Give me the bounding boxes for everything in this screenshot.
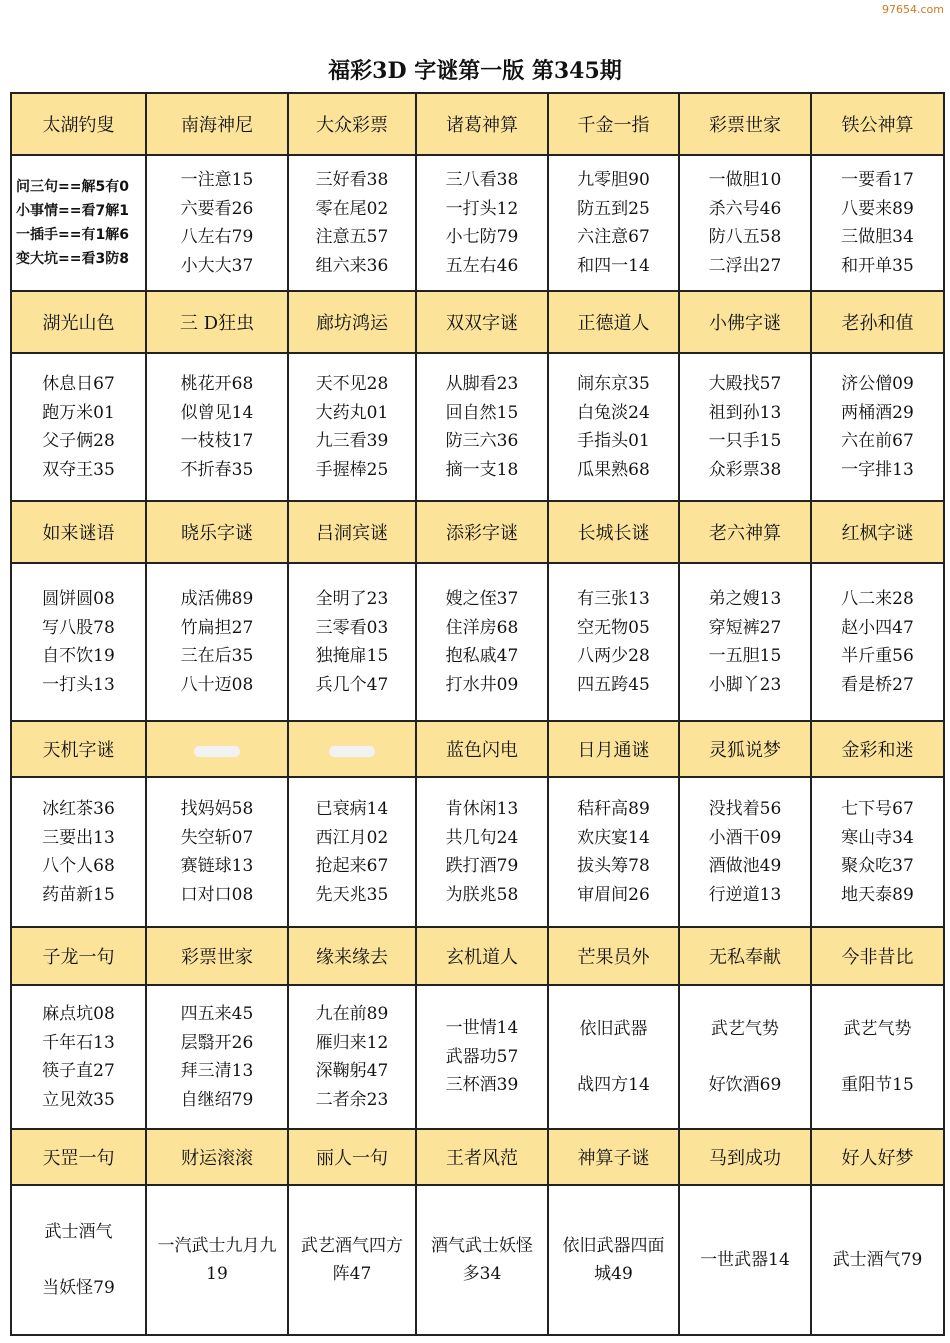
riddle-cell (11, 353, 146, 501)
riddle-line: 四五来45 (180, 1004, 254, 1024)
riddle-line: 问三句==解5有0 (16, 179, 129, 195)
spacer (549, 1043, 678, 1071)
riddle-cell (416, 155, 548, 291)
riddle-line: 秸秆高89 (577, 799, 650, 819)
riddle-line: 二者余23 (315, 1089, 389, 1110)
source-name: 小佛字谜 (679, 291, 811, 353)
riddle-line: 大药丸01 (315, 402, 389, 423)
riddle-line: 弟之嫂13 (708, 589, 782, 609)
riddle-line: 好饮酒69 (708, 1075, 782, 1095)
riddle-line: 小脚丫23 (708, 674, 782, 695)
riddle-line: 为朕兆58 (445, 884, 519, 905)
riddle-line: 一做胆10 (708, 170, 782, 190)
source-name: 双双字谜 (416, 291, 548, 353)
source-name: 好人好梦 (811, 1129, 944, 1185)
riddle-cell (679, 1185, 811, 1335)
riddle-line: 一世情14 (445, 1018, 519, 1039)
riddle-line: 一打头13 (42, 674, 115, 695)
riddle-line: 三好看38 (315, 170, 389, 190)
source-name: 湖光山色 (11, 291, 146, 353)
riddle-line: 一枝枝17 (180, 431, 254, 451)
riddle-line: 三杯酒39 (445, 1075, 519, 1096)
source-name: 吕洞宾谜 (288, 501, 416, 563)
riddle-line: 赵小四47 (841, 617, 914, 638)
riddle-line: 杀六号46 (708, 198, 782, 219)
riddle-line: 麻点坑08 (42, 1004, 115, 1024)
riddle-line: 二浮出27 (708, 255, 782, 276)
source-name: 彩票世家 (146, 927, 288, 985)
riddle-line: 大殿找57 (708, 374, 782, 394)
riddle-cell (146, 563, 288, 721)
source-name: 日月通谜 (548, 721, 679, 777)
riddle-line: 小酒干09 (708, 827, 782, 848)
riddle-line: 住洋房68 (445, 617, 519, 638)
riddle-row (11, 985, 944, 1129)
riddle-line: 八十迈08 (180, 674, 254, 695)
source-name: 千金一指 (548, 93, 679, 155)
riddle-line: 赛链球13 (180, 856, 254, 876)
riddle-cell (548, 353, 679, 501)
riddle-line: 深鞠躬47 (315, 1061, 389, 1081)
blurred-name (326, 739, 377, 760)
riddle-line: 欢庆宴14 (577, 827, 650, 848)
riddle-row (11, 1185, 944, 1335)
riddle-line: 小七防79 (445, 227, 519, 247)
riddle-line: 手握棒25 (315, 459, 389, 480)
riddle-cell (548, 985, 679, 1129)
riddle-line: 一插手==有1解6 (16, 227, 129, 243)
riddle-line: 拔头筹78 (577, 856, 650, 876)
source-name: 王者风范 (416, 1129, 548, 1185)
riddle-line: 三在后35 (180, 646, 254, 666)
source-name: 财运滚滚 (146, 1129, 288, 1185)
riddle-line: 注意五57 (315, 227, 389, 247)
riddle-line: 五左右46 (445, 255, 519, 276)
riddle-line: 九零胆90 (577, 170, 650, 190)
source-name: 子龙一句 (11, 927, 146, 985)
source-name: 丽人一句 (288, 1129, 416, 1185)
riddle-line: 一字排13 (841, 459, 914, 480)
riddle-row (11, 155, 944, 291)
source-name: 正德道人 (548, 291, 679, 353)
riddle-cell (811, 563, 944, 721)
riddle-line: 冰红茶36 (42, 799, 115, 819)
header-row (11, 927, 944, 985)
riddle-line: 立见效35 (42, 1089, 115, 1110)
riddle-line: 众彩票38 (708, 459, 782, 480)
riddle-line: 一五胆15 (708, 646, 782, 666)
source-name: 老孙和值 (811, 291, 944, 353)
source-name: 诸葛神算 (416, 93, 548, 155)
riddle-row (11, 353, 944, 501)
riddle-cell (679, 563, 811, 721)
riddle-line: 八左右79 (180, 227, 254, 247)
riddle-cell (416, 1185, 548, 1335)
source-name: 天罡一句 (11, 1129, 146, 1185)
riddle-line: 行逆道13 (708, 884, 782, 905)
riddle-line: 有三张13 (577, 589, 650, 609)
source-name: 灵狐说梦 (679, 721, 811, 777)
source-name: 廊坊鸿运 (288, 291, 416, 353)
riddle-line: 武士酒气79 (832, 1249, 923, 1270)
riddle-line: 祖到孙13 (708, 402, 782, 423)
riddle-cell (288, 1185, 416, 1335)
riddle-cell (548, 563, 679, 721)
riddle-line: 重阳节15 (841, 1075, 914, 1095)
riddle-line: 跌打酒79 (445, 856, 519, 876)
riddle-line: 八二来28 (841, 589, 914, 609)
riddle-line: 父子俩28 (42, 431, 115, 451)
riddle-cell (416, 353, 548, 501)
source-name: 缘来缘去 (288, 927, 416, 985)
riddle-line: 武艺气势 (843, 1018, 912, 1039)
riddle-line: 自继绍79 (180, 1089, 254, 1110)
spacer (812, 1043, 943, 1071)
riddle-line: 四五跨45 (577, 674, 650, 695)
riddle-line: 穿短裤27 (708, 617, 782, 638)
riddle-line: 六注意67 (577, 227, 650, 247)
riddle-line: 桃花开68 (180, 374, 254, 394)
riddle-line: 雁归来12 (315, 1032, 389, 1053)
riddle-line: 武器功57 (445, 1046, 519, 1067)
riddle-line: 组六来36 (315, 255, 389, 276)
source-name: 三 D狂虫 (146, 291, 288, 353)
riddle-cell (288, 155, 416, 291)
source-name (288, 721, 416, 777)
riddle-line: 先天兆35 (315, 884, 389, 905)
riddle-row (11, 777, 944, 927)
riddle-line: 酒气武士妖怪多34 (431, 1235, 533, 1284)
source-name: 红枫字谜 (811, 501, 944, 563)
riddle-line: 一只手15 (708, 431, 782, 451)
riddle-cell (11, 1185, 146, 1335)
riddle-line: 一注意15 (180, 170, 254, 190)
riddle-line: 武艺酒气四方阵47 (301, 1235, 403, 1284)
riddle-line: 当妖怪79 (42, 1278, 115, 1298)
riddle-line: 抱私戚47 (445, 646, 519, 666)
page-title: 福彩3D 字谜第一版 第345期 (328, 58, 622, 84)
riddle-line: 打水井09 (445, 674, 519, 695)
riddle-line: 变大坑==看3防8 (16, 251, 129, 267)
riddle-line: 八要来89 (841, 198, 914, 219)
riddle-line: 竹扁担27 (180, 617, 254, 638)
riddle-line: 零在尾02 (315, 198, 389, 219)
source-name: 蓝色闪电 (416, 721, 548, 777)
source-name: 芒果员外 (548, 927, 679, 985)
riddle-line: 防八五58 (708, 227, 782, 247)
source-name: 天机字谜 (11, 721, 146, 777)
riddle-line: 成活佛89 (180, 589, 254, 609)
source-name: 如来谜语 (11, 501, 146, 563)
riddle-line: 济公僧09 (841, 374, 914, 394)
riddle-line: 三零看03 (315, 617, 389, 638)
riddle-line: 依旧武器四面城49 (562, 1235, 665, 1284)
riddle-line: 聚众吃37 (841, 856, 914, 876)
riddle-line: 半斤重56 (841, 646, 914, 666)
riddle-table (10, 92, 945, 1336)
header-row (11, 501, 944, 563)
riddle-line: 抢起来67 (315, 856, 389, 876)
riddle-line: 闹东京35 (577, 374, 650, 394)
riddle-line: 小事情==看7解1 (16, 203, 129, 219)
riddle-line: 八两少28 (577, 646, 650, 666)
riddle-cell (416, 777, 548, 927)
riddle-line: 兵几个47 (315, 674, 389, 695)
riddle-line: 两桶酒29 (841, 402, 914, 423)
riddle-line: 审眉间26 (577, 884, 650, 905)
riddle-cell (288, 777, 416, 927)
riddle-line: 九三看39 (315, 431, 389, 451)
riddle-line: 不折春35 (180, 459, 254, 480)
riddle-cell (288, 563, 416, 721)
riddle-line: 九在前89 (315, 1004, 389, 1024)
riddle-line: 寒山寺34 (841, 827, 914, 848)
riddle-line: 双夺王35 (42, 459, 115, 480)
riddle-line: 千年石13 (42, 1032, 115, 1053)
riddle-line: 三八看38 (445, 170, 519, 190)
riddle-cell (811, 777, 944, 927)
riddle-cell (811, 353, 944, 501)
riddle-cell (146, 1185, 288, 1335)
riddle-cell (288, 985, 416, 1129)
riddle-line: 拜三清13 (180, 1061, 254, 1081)
riddle-line: 武艺气势 (711, 1018, 779, 1039)
source-name: 神算子谜 (548, 1129, 679, 1185)
riddle-line: 空无物05 (577, 617, 650, 638)
riddle-line: 层翳开26 (180, 1032, 254, 1053)
source-name: 马到成功 (679, 1129, 811, 1185)
riddle-line: 口对口08 (180, 884, 254, 905)
riddle-cell (11, 777, 146, 927)
source-name: 老六神算 (679, 501, 811, 563)
riddle-cell (811, 155, 944, 291)
riddle-line: 小大大37 (180, 255, 254, 276)
source-name (146, 721, 288, 777)
riddle-line: 七下号67 (841, 799, 914, 819)
riddle-line: 自不饮19 (42, 646, 115, 666)
source-name: 金彩和迷 (811, 721, 944, 777)
source-name: 南海神尼 (146, 93, 288, 155)
riddle-cell (548, 1185, 679, 1335)
source-name: 今非昔比 (811, 927, 944, 985)
riddle-cell (11, 985, 146, 1129)
riddle-line: 战四方14 (577, 1075, 650, 1095)
riddle-line: 已衰病14 (315, 799, 389, 819)
spacer (680, 1043, 810, 1071)
site-watermark: 97654.com (882, 3, 944, 16)
riddle-line: 和开单35 (841, 255, 914, 276)
riddle-line: 一汽武士九月九19 (157, 1235, 277, 1284)
riddle-line: 八个人68 (42, 856, 115, 876)
riddle-line: 白兔淡24 (577, 402, 650, 423)
riddle-cell (288, 353, 416, 501)
riddle-line: 独掩扉15 (315, 646, 389, 666)
source-name: 玄机道人 (416, 927, 548, 985)
riddle-line: 圆饼圆08 (42, 589, 115, 609)
riddle-line: 和四一14 (577, 255, 650, 276)
riddle-cell (146, 353, 288, 501)
riddle-line: 共几句24 (445, 827, 519, 848)
riddle-line: 地天泰89 (841, 884, 914, 905)
riddle-cell (11, 563, 146, 721)
riddle-cell (679, 777, 811, 927)
source-name: 铁公神算 (811, 93, 944, 155)
riddle-line: 找妈妈58 (180, 799, 254, 819)
source-name: 大众彩票 (288, 93, 416, 155)
riddle-cell (548, 777, 679, 927)
header-row (11, 721, 944, 777)
riddle-line: 三做胆34 (841, 227, 914, 247)
riddle-cell (146, 155, 288, 291)
riddle-cell (679, 353, 811, 501)
blurred-name (191, 739, 242, 760)
riddle-line: 写八股78 (42, 617, 115, 638)
riddle-line: 筷子直27 (42, 1061, 115, 1081)
riddle-cell (679, 985, 811, 1129)
riddle-line: 六在前67 (841, 431, 914, 451)
source-name: 无私奉献 (679, 927, 811, 985)
riddle-line: 摘一支18 (445, 459, 519, 480)
riddle-cell (811, 985, 944, 1129)
riddle-line: 三要出13 (42, 827, 115, 848)
riddle-line: 武士酒气 (44, 1221, 113, 1242)
riddle-cell (811, 1185, 944, 1335)
riddle-cell (146, 985, 288, 1129)
riddle-line: 跑万米01 (42, 402, 115, 423)
riddle-line: 防五到25 (577, 198, 650, 219)
riddle-line: 肯休闲13 (445, 799, 519, 819)
riddle-cell (146, 777, 288, 927)
riddle-line: 一打头12 (445, 198, 519, 219)
header-row (11, 1129, 944, 1185)
riddle-line: 全明了23 (315, 589, 389, 609)
riddle-cell (548, 155, 679, 291)
source-name: 晓乐字谜 (146, 501, 288, 563)
riddle-line: 防三六36 (445, 431, 519, 451)
riddle-line: 天不见28 (315, 374, 389, 394)
riddle-cell (11, 155, 146, 291)
header-row (11, 93, 944, 155)
riddle-line: 西江月02 (315, 827, 389, 848)
riddle-line: 药苗新15 (42, 884, 115, 905)
riddle-line: 从脚看23 (445, 374, 519, 394)
source-name: 彩票世家 (679, 93, 811, 155)
riddle-cell (679, 155, 811, 291)
riddle-line: 嫂之侄37 (445, 589, 519, 609)
riddle-line: 手指头01 (577, 431, 650, 451)
riddle-line: 似曾见14 (180, 402, 254, 423)
riddle-line: 看是桥27 (841, 674, 914, 695)
riddle-line: 酒做池49 (708, 856, 782, 876)
riddle-line: 回自然15 (445, 402, 519, 423)
riddle-line: 没找着56 (708, 799, 782, 819)
source-name: 太湖钓叟 (11, 93, 146, 155)
riddle-line: 失空斩07 (180, 827, 254, 848)
riddle-line: 六要看26 (180, 198, 254, 219)
riddle-cell (416, 563, 548, 721)
riddle-line: 一要看17 (841, 170, 914, 190)
spacer (12, 1246, 145, 1274)
riddle-cell (416, 985, 548, 1129)
riddle-line: 休息日67 (42, 374, 115, 394)
riddle-line: 瓜果熟68 (577, 459, 650, 480)
source-name: 添彩字谜 (416, 501, 548, 563)
header-row (11, 291, 944, 353)
riddle-line: 一世武器14 (700, 1249, 790, 1270)
riddle-row (11, 563, 944, 721)
riddle-line: 依旧武器 (579, 1018, 648, 1039)
source-name: 长城长谜 (548, 501, 679, 563)
